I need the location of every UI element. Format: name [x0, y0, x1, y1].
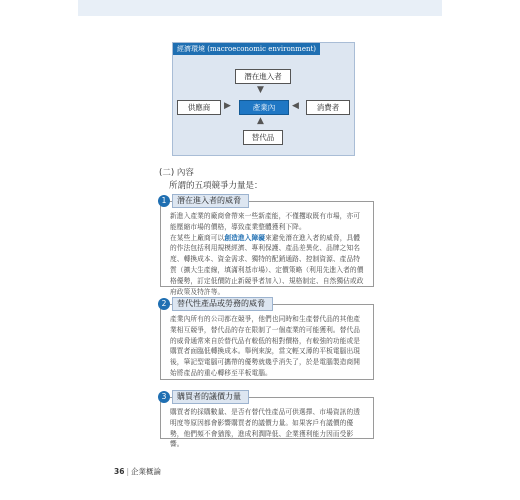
box1-header	[158, 194, 249, 208]
box3-title: 購買者的議價力量	[172, 390, 249, 404]
page-number: 36	[114, 467, 125, 476]
arrow-up-icon: ▲	[257, 116, 264, 126]
box2-header	[158, 297, 273, 311]
diagram-title: 經濟環境 (macroeconomic environment)	[173, 43, 320, 55]
arrow-down-icon: ▼	[257, 85, 264, 95]
box3-paragraph: 購買者的採購數量、是否有替代性產品可供選擇、市場資訊的透明度等原因都會影響購買者的議價力量。如果客戶有議價的優勢，他們頻不會猶豫，進成利潤降低、企業獲利能力因而受影響。	[170, 408, 361, 449]
box2-paragraph: 產業內所有的公司都在競爭，他們也同時和生產替代品的其他產業相互競爭，替代品的存在限制了一個產業的可能獲利。替代品的威脅通常來自於替代品有較低的相對價格，有較強的功能或是購買者面臨低轉換成本。舉例來說，當文輕又薄的平板電腦出現後，筆記型電腦可攜帶的優勢就幾乎消失了，於是電腦製造商開始將產品的重心轉移至平板電腦。	[170, 315, 361, 377]
box3-number-badge: 3	[158, 391, 170, 403]
box1-title: 潛在進入者的威脅	[172, 194, 249, 208]
box3-header	[158, 390, 249, 404]
box2-number-badge: 2	[158, 298, 170, 310]
section-intro: 所謂的五項競爭力量是：	[169, 181, 263, 191]
arrow-left-icon: ◀	[292, 101, 299, 111]
box1-highlight: 創造進入障礙	[224, 233, 266, 242]
node-suppliers: 供應商	[177, 100, 221, 115]
node-consumers: 消費者	[306, 100, 350, 115]
node-industry: 產業內	[239, 100, 289, 115]
box1-paragraph-1: 新進入產業的廠商會帶來一些新產能，不僅攫取既有市場，亦可能壓縮市場的價格，導致產業整體獲利下降。	[170, 212, 361, 231]
five-forces-diagram	[172, 42, 355, 156]
book-title: 企業概論	[130, 467, 161, 476]
footer-separator: |	[126, 467, 129, 476]
section-label: (二) 內容	[159, 168, 194, 178]
box1-number-badge: 1	[158, 195, 170, 207]
header-band	[78, 0, 442, 16]
box2-title: 替代性產品或勞務的威脅	[172, 297, 273, 311]
node-substitutes: 替代品	[243, 130, 283, 145]
node-potential-entrants: 潛在進入者	[235, 69, 291, 84]
box1-paragraph-2	[170, 233, 365, 298]
box-substitutes	[160, 304, 374, 380]
page-footer	[114, 466, 161, 477]
box-potential-entrants	[160, 201, 374, 296]
box1-text-pre: 在某些上廠商可以	[170, 233, 225, 242]
box1-text-post: 來避免潛在進入者的威脅，具體的作法包括利用規模經濟、專利保護、產品差異化、品牌之知名度、轉換成本、資金需求、獨特的配銷通路、控制資源、產品特質（擴大生產線，填滿利基市場）、定價策略（利用先進入者的價格優勢，訂定低價防止新競爭者加入）、規格制定、自然獨佔或政府政策及特許等。	[170, 233, 364, 296]
arrow-right-icon: ▶	[224, 101, 231, 111]
